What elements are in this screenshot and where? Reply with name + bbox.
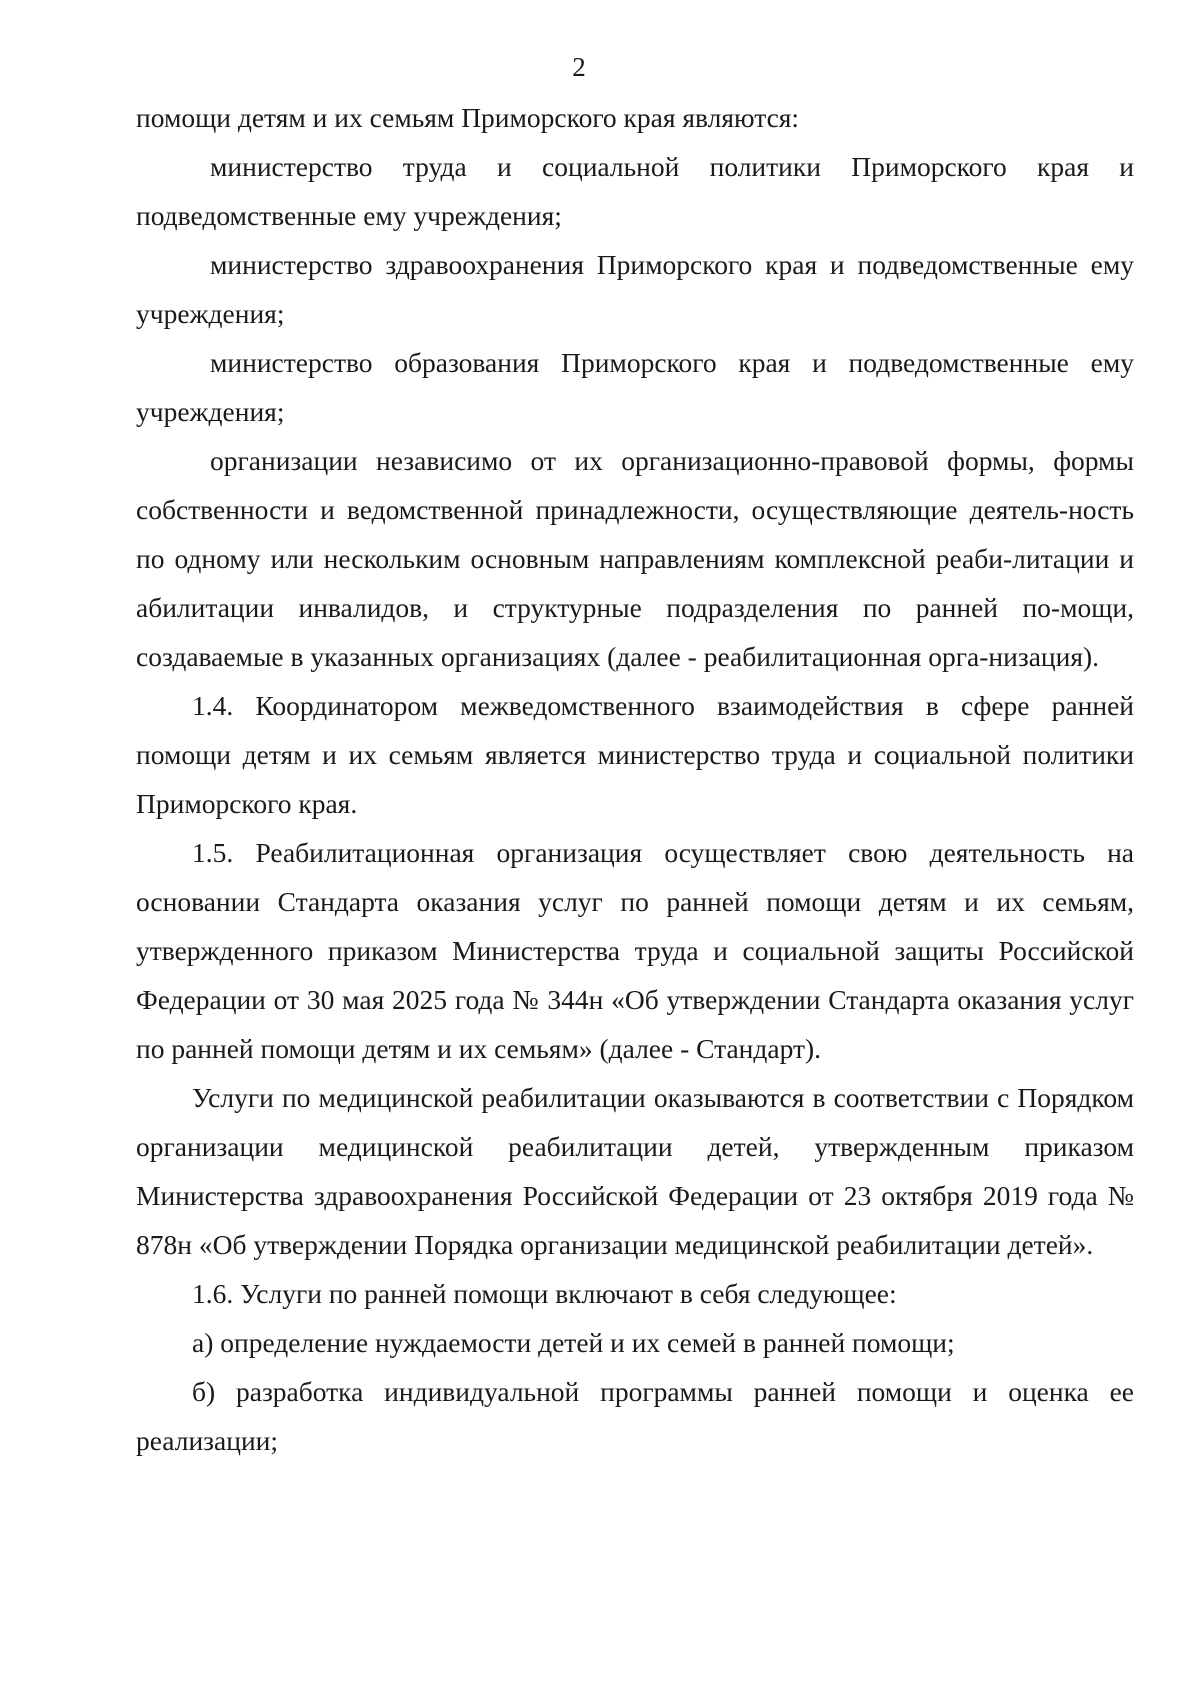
paragraph-organizations: организации независимо от их организационно-правовой формы, формы собственности и ведомственной принадлежности, осуществляющие деятель-ность по одному или нескольким основным направлениям комплексной реаби-литации и абилитации инвалидов, и структурные подразделения по ранней по-мощи, создаваемые в указанных организациях (далее - реабилитационная орга-низация). (136, 445, 1134, 672)
paragraph-ministry-labor: министерство труда и социальной политики Приморского края и подведомственные ему учреждения; (136, 151, 1134, 231)
page-number: 2 (572, 52, 586, 82)
paragraph-ministry-health: министерство здравоохранения Приморского края и подведомственные ему учреждения; (136, 249, 1134, 329)
paragraph-continuation: помощи детям и их семьям Приморского края являются: (136, 102, 800, 133)
paragraph-section-1-5: 1.5. Реабилитационная организация осуществляет свою деятельность на основании Стандарта оказания услуг по ранней помощи детям и их семьям, утвержденного приказом Министерства труда и социальной защиты Российской Федерации от 30 мая 2025 года № 344н «Об утверждении Стандарта оказания услуг по ранней помощи детям и их семьям» (далее - Стандарт). (136, 837, 1134, 1064)
list-item-a: а) определение нуждаемости детей и их семей в ранней помощи; (192, 1327, 955, 1358)
paragraph-ministry-education: министерство образования Приморского края и подведомственные ему учреждения; (136, 347, 1134, 427)
paragraph-section-1-6: 1.6. Услуги по ранней помощи включают в себя следующее: (192, 1278, 897, 1309)
paragraph-medical-rehabilitation: Услуги по медицинской реабилитации оказываются в соответствии с Порядком организации медицинской реабилитации детей, утвержденным приказом Министерства здравоохранения Российской Федерации от 23 октября 2019 года № 878н «Об утверждении Порядка организации медицинской реабилитации детей». (136, 1082, 1134, 1260)
list-item-b: б) разработка индивидуальной программы ранней помощи и оценка ее реализации; (136, 1376, 1134, 1456)
paragraph-section-1-4: 1.4. Координатором межведомственного взаимодействия в сфере ранней помощи детям и их семьям является министерство труда и социальной политики Приморского края. (136, 690, 1134, 819)
document-body (136, 93, 1134, 1465)
